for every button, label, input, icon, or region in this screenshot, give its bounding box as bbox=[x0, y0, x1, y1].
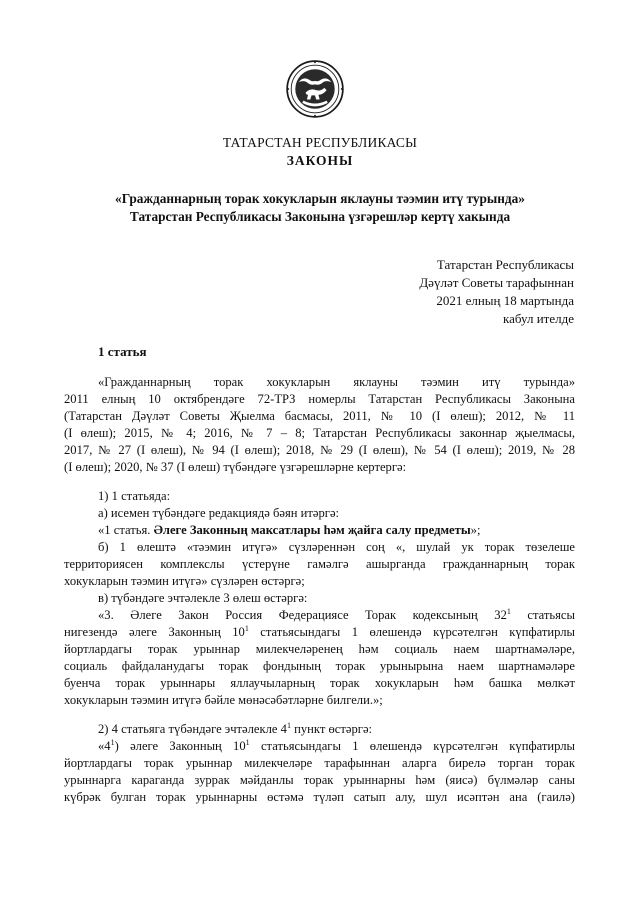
text-run: статьясындагы 1 өлешендә күрсәтелгән күпфатирлы bbox=[248, 625, 575, 639]
adoption-line: Дәүләт Советы тарафыннан bbox=[419, 275, 574, 290]
part-3-line: социаль файдаланудагы торак фондының торак урынырына наем шартнамәләре bbox=[64, 659, 575, 673]
item-1-b-line: хокукларын тәэмин итүгә» сүзләрен өстәргә; bbox=[64, 574, 305, 588]
text-run: пункт өстәргә: bbox=[290, 722, 373, 736]
text-run: 2) 4 статьяга түбәндәге эчтәлекле 4 bbox=[98, 722, 287, 736]
part-3-line: буенча торак урыннары яллаучыларның торак хокукларын һәм башка мөлкәт bbox=[64, 676, 575, 690]
text-run: «4 bbox=[98, 739, 111, 753]
text-run: нигезендә әлеге Законның 10 bbox=[64, 625, 245, 639]
law-subject-line-1: «Гражданнарның торак хокукларын яклауны тәэмин итү турында» bbox=[115, 191, 525, 206]
text-run: ) әлеге Законның 10 bbox=[114, 739, 246, 753]
para-line: (Татарстан Дәүләт Советы Җыелма басмасы, 2011, № 10 (I өлеш); 2012, № 11 bbox=[64, 409, 575, 423]
quote-bold-title: Әлеге Законның максатлары һәм җайга салу предметы bbox=[153, 523, 471, 537]
superscript: 1 bbox=[244, 624, 249, 633]
law-subject-line-2: Татарстан Республикасы Законына үзгәрешләр кертү хакында bbox=[129, 209, 511, 224]
item-1-a: а) исемен түбәндәге редакциядә бәян итәргә: bbox=[98, 506, 340, 520]
text-run: статьясындагы 1 өлешендә күрсәтелгән күпфатирлы bbox=[249, 739, 576, 753]
item-1-label: 1) 1 статьяда: bbox=[98, 489, 171, 503]
article-heading: 1 статья bbox=[98, 344, 147, 359]
part-3-line: хокукларын тәэмин итүгә бәйле мөнәсәбәтләрне билгели.»; bbox=[64, 693, 383, 707]
quote-suffix: »; bbox=[470, 523, 481, 537]
item-2-line bbox=[98, 738, 575, 755]
tatarstan-emblem-icon bbox=[286, 60, 344, 118]
para-line: 2017, № 27 (I өлеш), № 94 (I өлеш); 2018, № 29 (I өлеш), № 54 (I өлеш); 2019, № 28 bbox=[64, 443, 575, 457]
adoption-line: Татарстан Республикасы bbox=[436, 257, 574, 272]
item-2-line: урыннарга караганда зуррак мәйданлы торак урыннарны һәм (яисә) бүлмәләр саны bbox=[64, 773, 575, 787]
superscript: 1 bbox=[245, 738, 250, 747]
text-run: «3. Әлеге Закон Россия Федерациясе Торак кодексының 32 bbox=[98, 608, 507, 622]
item-1-b-line: территориясен комплекслы үстерүне гамәлгә ашырганда гражданнарның торак bbox=[64, 557, 575, 571]
law-title: ЗАКОНЫ bbox=[286, 153, 354, 168]
item-2-label bbox=[98, 721, 575, 738]
republic-title: ТАТАРСТАН РЕСПУБЛИКАСЫ bbox=[222, 135, 418, 150]
adoption-block bbox=[419, 256, 574, 328]
adoption-date: 2021 елның 18 мартында bbox=[436, 293, 574, 308]
superscript: 1 bbox=[110, 738, 115, 747]
item-1-b-line: б) 1 өлештә «тәэмин итүгә» сүзләреннән соң «, шулай ук торак төзелеше bbox=[98, 540, 575, 554]
item-2-line: йортлардагы торак урыннар милекчеләре тарафыннан аларга бирелә торган торак bbox=[64, 756, 575, 770]
para-line: 2011 елның 10 октябрендәге 72-ТРЗ номерлы Татарстан Республикасы Законына bbox=[64, 392, 575, 406]
quote-prefix: «1 статья. bbox=[98, 523, 154, 537]
part-3-line: йортлардагы торак урыннар милекчеләренең һәм социаль наем шартнамәләре, bbox=[64, 642, 575, 656]
para-line: «Гражданнарның торак хокукларын яклауны тәэмин итү турында» bbox=[98, 375, 575, 389]
superscript: 1 bbox=[286, 721, 291, 730]
part-3-line bbox=[64, 624, 575, 641]
superscript: 1 bbox=[506, 607, 511, 616]
text-run: статьясы bbox=[510, 608, 575, 622]
part-3-line bbox=[98, 607, 575, 624]
item-2-line: күбрәк булган торак урыннарны өстәмә түләп сатып алу, шул исәптән ана (гаилә) bbox=[64, 790, 575, 804]
para-line: (I өлеш); 2015, № 4; 2016, № 7 – 8; Татарстан Республикасы законнар җыелмасы, bbox=[64, 426, 575, 440]
para-line: (I өлеш); 2020, № 37 (I өлеш) түбәндәге үзгәрешләрне кертергә: bbox=[64, 460, 407, 474]
adoption-line: кабул ителде bbox=[503, 311, 574, 326]
item-1-v: в) түбәндәге эчтәлекле 3 өлеш өстәргә: bbox=[98, 591, 308, 605]
item-1-quote bbox=[98, 522, 575, 539]
